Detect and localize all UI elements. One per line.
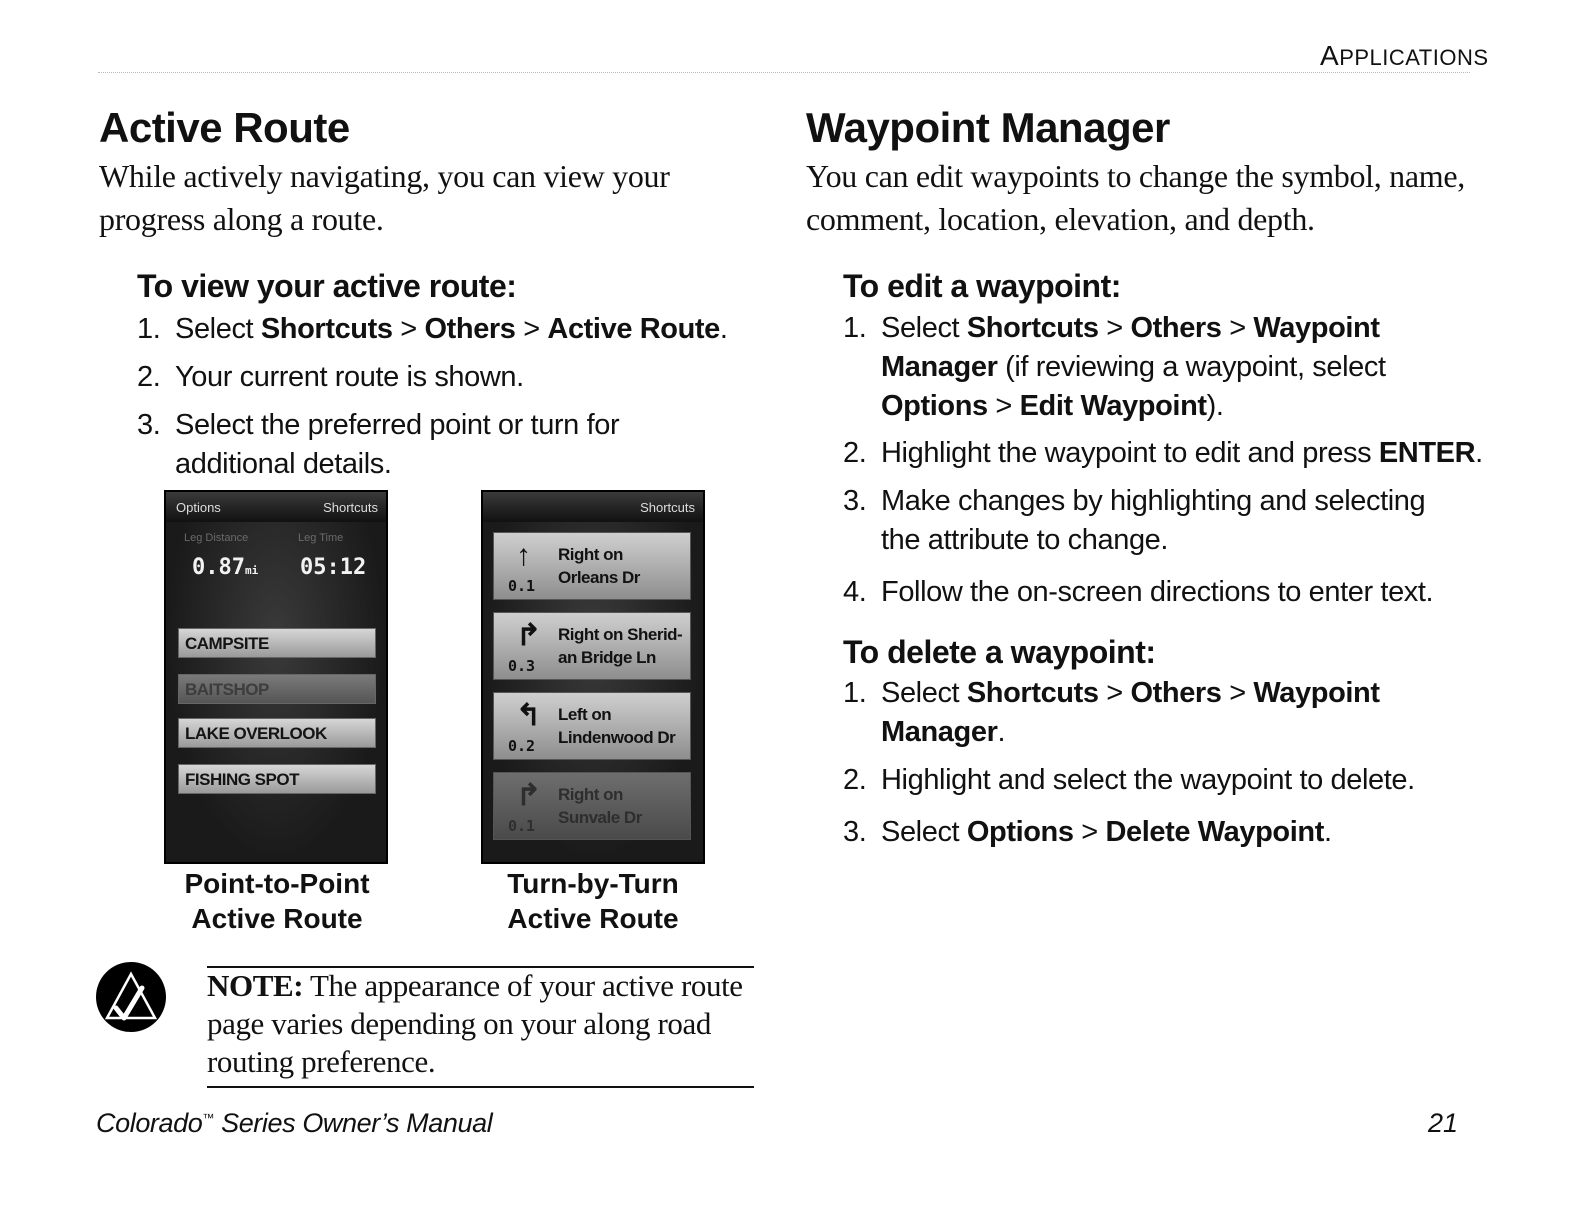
- menu-shortcuts: Shortcuts: [966, 677, 1099, 709]
- caption-line: Point-to-Point: [184, 868, 370, 899]
- turn-distance: 0.3: [508, 657, 536, 675]
- waypoint-row: LAKE OVERLOOK: [178, 718, 376, 748]
- trademark-symbol: ™: [202, 1111, 214, 1125]
- leg-time-label: Leg Time: [298, 532, 344, 544]
- caption-line: Active Route: [507, 903, 679, 934]
- edit-waypoint-heading: To edit a waypoint:: [843, 268, 1121, 304]
- note-bottom-rule: [207, 1086, 754, 1088]
- edit-step-4: [843, 573, 1483, 613]
- step-number: 3.: [137, 409, 161, 441]
- active-route-intro: While actively navigating, you can view your progress along a route.: [99, 158, 670, 237]
- leg-distance-unit: mi: [244, 564, 259, 577]
- step-text: .: [997, 716, 1006, 748]
- waypoint-manager-intro: You can edit waypoints to change the symbol, name, comment, location, elevation, and depth.: [806, 158, 1465, 237]
- turn-arrow-icon: ↱: [516, 619, 542, 652]
- menu-shortcuts: Shortcuts: [260, 313, 393, 345]
- turn-line: an Bridge Ln: [558, 648, 656, 667]
- enter-key: ENTER: [1378, 437, 1476, 469]
- shortcuts-label: Shortcuts: [640, 500, 695, 515]
- waypoint-row: BAITSHOP: [178, 674, 376, 704]
- delete-step-3: [843, 813, 1463, 853]
- note-text: [207, 967, 757, 1081]
- step-number: 2.: [843, 764, 867, 796]
- turn-row: [493, 692, 691, 760]
- separator: >: [1098, 312, 1131, 344]
- turn-line: Right on: [558, 545, 623, 564]
- menu-waypoint-manager: Waypoint Manager: [881, 677, 1380, 748]
- turn-line: Sunvale Dr: [558, 808, 642, 827]
- turn-distance: 0.2: [508, 737, 536, 755]
- step-text: .: [1323, 816, 1332, 848]
- step-number: 3.: [843, 485, 867, 517]
- view-step-2: [137, 358, 757, 398]
- step-number: 2.: [137, 361, 161, 393]
- point-to-point-caption: [150, 866, 404, 936]
- menu-delete-waypoint: Delete Waypoint: [1105, 816, 1324, 848]
- turn-line: Right on: [558, 785, 623, 804]
- note-check-icon: [96, 962, 166, 1032]
- edit-step-3: [843, 482, 1483, 562]
- manual-suffix: Series Owner’s Manual: [213, 1108, 493, 1138]
- leg-time-value: 05:12: [300, 555, 367, 580]
- turn-arrow-icon: ↑: [516, 539, 531, 572]
- delete-step-2: [843, 761, 1463, 801]
- turn-instruction: [558, 543, 688, 589]
- step-text: ).: [1206, 390, 1224, 422]
- menu-waypoint-manager: Waypoint Manager: [881, 312, 1380, 383]
- menu-options: Options: [966, 816, 1074, 848]
- delete-waypoint-heading: To delete a waypoint:: [843, 634, 1156, 670]
- point-to-point-screen: [164, 490, 388, 864]
- edit-step-2: [843, 434, 1483, 474]
- turn-instruction: [558, 703, 688, 749]
- header-divider: [98, 72, 1470, 73]
- turn-line: Left on: [558, 705, 612, 724]
- step-text: Select: [175, 313, 261, 345]
- edit-step-1: [843, 309, 1463, 429]
- turn-line: Lindenwood Dr: [558, 728, 676, 747]
- section-label-initial: A: [1320, 40, 1340, 71]
- menu-active-route: Active Route: [547, 313, 720, 345]
- separator: >: [1221, 677, 1254, 709]
- turn-by-turn-screen: [481, 490, 705, 864]
- turn-distance: 0.1: [508, 577, 536, 595]
- shortcuts-label: Shortcuts: [323, 500, 378, 515]
- menu-others: Others: [1130, 677, 1222, 709]
- caption-line: Turn-by-Turn: [507, 868, 679, 899]
- page-number: 21: [1428, 1108, 1459, 1138]
- turn-arrow-icon: ↰: [516, 699, 542, 732]
- caption-line: Active Route: [191, 903, 363, 934]
- step-number: 1.: [137, 313, 161, 345]
- menu-options: Options: [881, 390, 988, 422]
- step-text: .: [719, 313, 728, 345]
- waypoint-manager-title: Waypoint Manager: [806, 104, 1170, 151]
- waypoint-row: FISHING SPOT: [178, 764, 376, 794]
- turn-distance: 0.1: [508, 817, 536, 835]
- waypoint-row: CAMPSITE: [178, 628, 376, 658]
- step-number: 1.: [843, 312, 867, 344]
- step-text: Select the preferred point or turn for additional details.: [175, 409, 620, 480]
- leg-distance-number: 0.87: [192, 555, 245, 580]
- separator: >: [515, 313, 548, 345]
- turn-arrow-icon: ↱: [516, 779, 542, 812]
- step-text: Follow the on-screen directions to enter text.: [881, 576, 1434, 608]
- turn-instruction: [558, 783, 688, 829]
- turn-by-turn-caption: [466, 866, 720, 936]
- step-number: 1.: [843, 677, 867, 709]
- separator: >: [1221, 312, 1254, 344]
- step-number: 4.: [843, 576, 867, 608]
- step-text: Make changes by highlighting and selecting the attribute to change.: [881, 485, 1426, 556]
- options-label: Options: [176, 500, 221, 515]
- step-text: Select: [881, 677, 967, 709]
- note-label: NOTE:: [207, 968, 304, 1003]
- step-number: 2.: [843, 437, 867, 469]
- screen-topbar: [166, 492, 386, 522]
- separator: >: [1073, 816, 1106, 848]
- screen-topbar: [483, 492, 703, 522]
- step-text: Select: [881, 312, 967, 344]
- step-text: Highlight the waypoint to edit and press: [881, 437, 1379, 469]
- separator: >: [392, 313, 425, 345]
- menu-others: Others: [424, 313, 516, 345]
- separator: >: [987, 390, 1020, 422]
- leg-distance-label: Leg Distance: [184, 532, 249, 544]
- section-label: [1320, 40, 1489, 72]
- step-text: Your current route is shown.: [175, 361, 524, 393]
- turn-instruction: [558, 623, 688, 669]
- menu-shortcuts: Shortcuts: [966, 312, 1099, 344]
- turn-row: [493, 772, 691, 840]
- menu-edit-waypoint: Edit Waypoint: [1019, 390, 1207, 422]
- step-text: Highlight and select the waypoint to delete.: [881, 764, 1415, 796]
- delete-step-1: [843, 674, 1463, 754]
- menu-others: Others: [1130, 312, 1222, 344]
- view-step-3: [137, 406, 757, 486]
- note-body: The appearance of your active route page varies depending on your along road routing preference.: [207, 968, 743, 1079]
- product-name: Colorado: [96, 1108, 203, 1138]
- turn-row: [493, 532, 691, 600]
- step-text: Select: [881, 816, 967, 848]
- view-step-1: [137, 310, 757, 350]
- step-text: .: [1475, 437, 1483, 469]
- view-route-heading: To view your active route:: [137, 268, 517, 304]
- manual-title: [96, 1108, 492, 1139]
- step-text: (if reviewing a waypoint, select: [997, 351, 1386, 383]
- leg-distance-value: [192, 555, 258, 580]
- turn-row: [493, 612, 691, 680]
- turn-line: Right on Sherid-: [558, 625, 683, 644]
- active-route-title: Active Route: [99, 104, 350, 151]
- section-label-rest: PPLICATIONS: [1339, 45, 1489, 70]
- step-number: 3.: [843, 816, 867, 848]
- turn-line: Orleans Dr: [558, 568, 640, 587]
- separator: >: [1098, 677, 1131, 709]
